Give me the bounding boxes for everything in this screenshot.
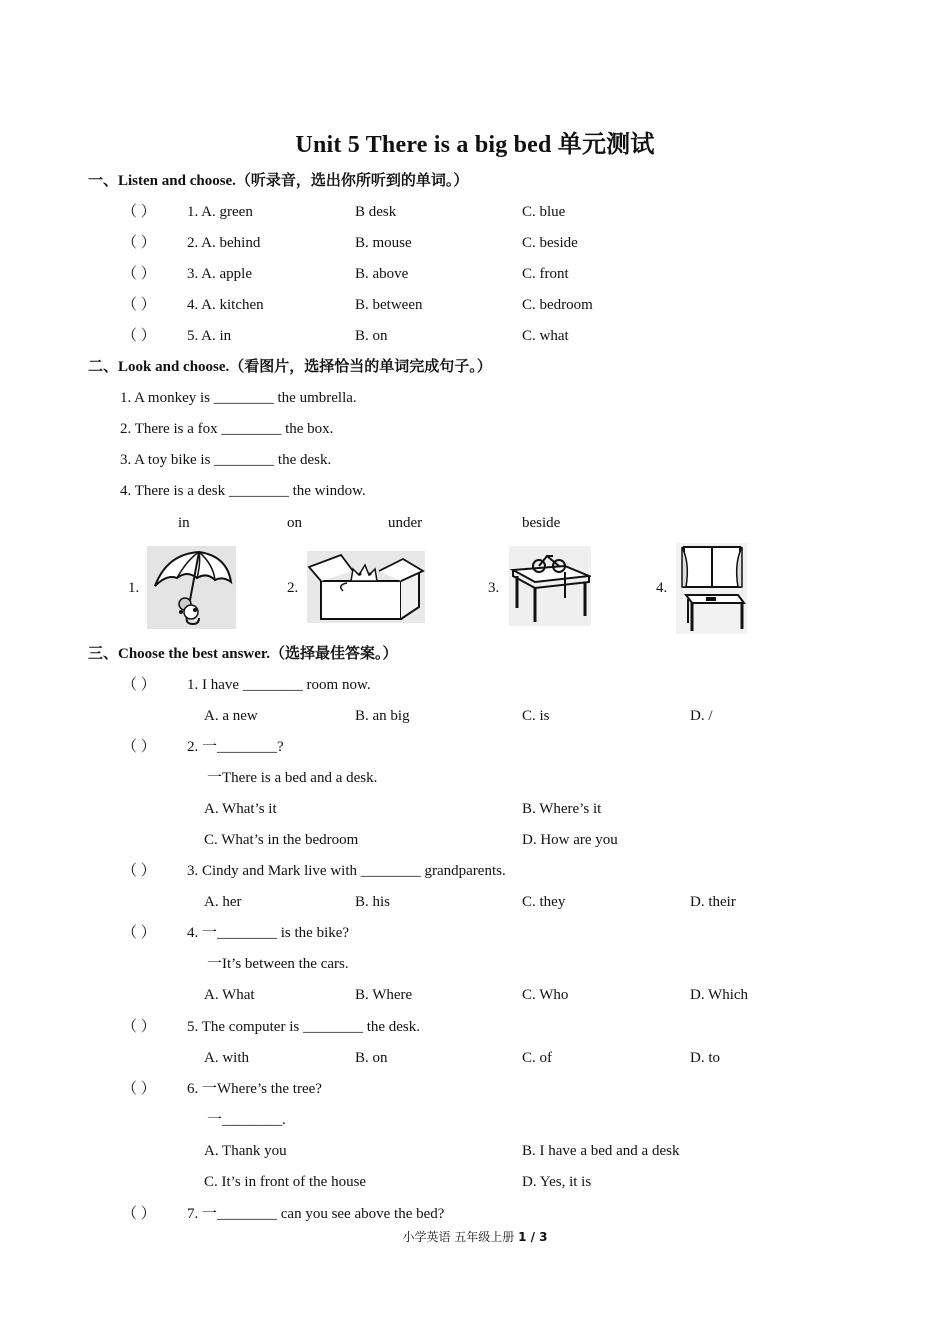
answer-paren: （ ） <box>122 863 156 879</box>
section-2-heading: 二、Look and choose.（看图片，选择恰当的单词完成句子。） <box>88 359 492 375</box>
listen-option-a: 4. A. kitchen <box>187 297 264 313</box>
answer-paren: （ ） <box>122 925 156 941</box>
listen-option-c: C. blue <box>522 204 566 220</box>
page-title: Unit 5 There is a big bed 单元测试 <box>295 132 655 158</box>
look-sentence-3: 3. A toy bike is ________ the desk. <box>120 452 332 468</box>
answer-paren: （ ） <box>122 204 156 220</box>
question-6-text: 6. 一Where’s the tree? <box>187 1081 322 1097</box>
q6-option-c: C. It’s in front of the house <box>204 1174 367 1190</box>
question-2-text: 2. 一________? <box>187 739 284 755</box>
question-4-reply: 一It’s between the cars. <box>207 956 349 972</box>
box-icon <box>307 551 425 623</box>
q3-option-d: D. their <box>690 894 736 910</box>
word-bank-item: on <box>287 515 302 531</box>
q1-option-b: B. an big <box>355 708 410 724</box>
answer-paren: （ ） <box>122 297 156 313</box>
look-sentence-4: 4. There is a desk ________ the window. <box>120 483 366 499</box>
listen-option-b: B. above <box>355 266 409 282</box>
footer-text: 小学英语 五年级上册 <box>402 1230 519 1244</box>
answer-paren: （ ） <box>122 677 156 693</box>
q5-option-c: C. of <box>522 1050 552 1066</box>
question-3-text: 3. Cindy and Mark live with ________ grandparents. <box>187 863 506 879</box>
question-7-text: 7. 一________ can you see above the bed? <box>187 1206 445 1222</box>
listen-option-c: C. what <box>522 328 569 344</box>
look-sentence-2: 2. There is a fox ________ the box. <box>120 421 334 437</box>
fox-box-picture <box>307 551 425 623</box>
bike-desk-picture <box>509 546 591 626</box>
q1-option-a: A. a new <box>204 708 258 724</box>
desk-window-picture <box>676 543 747 634</box>
answer-paren: （ ） <box>122 266 156 282</box>
q2-option-c: C. What’s in the bedroom <box>204 832 359 848</box>
page-number: 1 / 3 <box>518 1230 548 1244</box>
q6-option-d: D. Yes, it is <box>522 1174 592 1190</box>
listen-option-b: B desk <box>355 204 397 220</box>
question-5-text: 5. The computer is ________ the desk. <box>187 1019 421 1035</box>
q4-option-a: A. What <box>204 987 255 1003</box>
q5-option-a: A. with <box>204 1050 249 1066</box>
q2-option-b: B. Where’s it <box>522 801 602 817</box>
listen-option-a: 3. A. apple <box>187 266 252 282</box>
q6-option-b: B. I have a bed and a desk <box>522 1143 680 1159</box>
picture-number: 1. <box>128 580 140 596</box>
question-1-text: 1. I have ________ room now. <box>187 677 371 693</box>
window-icon <box>676 543 747 634</box>
q4-option-c: C. Who <box>522 987 569 1003</box>
answer-paren: （ ） <box>122 1019 156 1035</box>
answer-paren: （ ） <box>122 1206 156 1222</box>
listen-option-a: 5. A. in <box>187 328 232 344</box>
q5-option-b: B. on <box>355 1050 388 1066</box>
q6-option-a: A. Thank you <box>204 1143 287 1159</box>
listen-option-a: 1. A. green <box>187 204 253 220</box>
q4-option-d: D. Which <box>690 987 749 1003</box>
q2-option-a: A. What’s it <box>204 801 277 817</box>
q2-option-d: D. How are you <box>522 832 618 848</box>
umbrella-monkey-picture <box>147 546 236 629</box>
answer-paren: （ ） <box>122 1081 156 1097</box>
picture-number: 4. <box>656 580 668 596</box>
q5-option-d: D. to <box>690 1050 720 1066</box>
question-4-text: 4. 一________ is the bike? <box>187 925 350 941</box>
q1-option-c: C. is <box>522 708 550 724</box>
answer-paren: （ ） <box>122 739 156 755</box>
desk-icon <box>509 546 591 626</box>
listen-option-b: B. on <box>355 328 388 344</box>
listen-option-c: C. bedroom <box>522 297 593 313</box>
listen-option-b: B. mouse <box>355 235 412 251</box>
section-1-heading: 一、Listen and choose.（听录音，选出你所听到的单词。） <box>88 173 469 189</box>
question-2-reply: 一There is a bed and a desk. <box>207 770 378 786</box>
q3-option-a: A. her <box>204 894 242 910</box>
q3-option-c: C. they <box>522 894 566 910</box>
listen-option-b: B. between <box>355 297 423 313</box>
page-footer <box>0 1228 950 1245</box>
answer-paren: （ ） <box>122 328 156 344</box>
listen-option-c: C. front <box>522 266 569 282</box>
question-6-reply: 一________. <box>207 1112 286 1128</box>
picture-number: 2. <box>287 580 299 596</box>
listen-option-a: 2. A. behind <box>187 235 261 251</box>
look-sentence-1: 1. A monkey is ________ the umbrella. <box>120 390 357 406</box>
answer-paren: （ ） <box>122 235 156 251</box>
section-3-heading: 三、Choose the best answer.（选择最佳答案。） <box>88 646 398 662</box>
listen-option-c: C. beside <box>522 235 578 251</box>
word-bank-item: under <box>388 515 423 531</box>
word-bank-item: beside <box>522 515 561 531</box>
q3-option-b: B. his <box>355 894 391 910</box>
umbrella-icon <box>147 546 236 629</box>
q1-option-d: D. / <box>690 708 713 724</box>
q4-option-b: B. Where <box>355 987 413 1003</box>
word-bank-item: in <box>178 515 190 531</box>
picture-number: 3. <box>488 580 500 596</box>
